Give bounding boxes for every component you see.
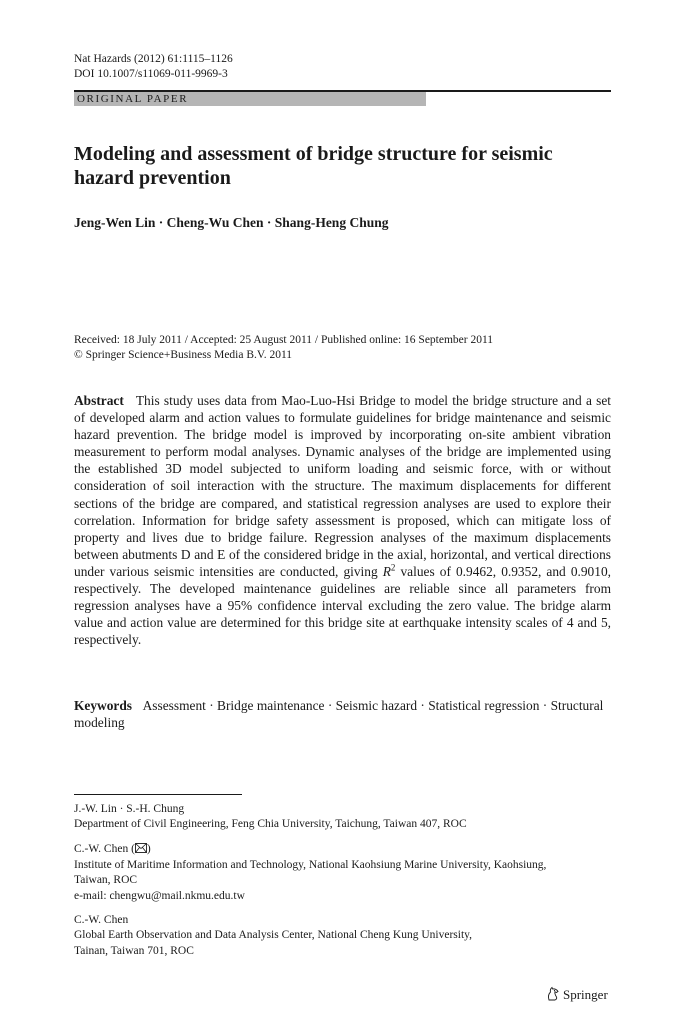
- affiliation-3-line1: Global Earth Observation and Data Analysis Center, National Cheng Kung University,: [74, 929, 473, 942]
- keywords: [74, 697, 614, 731]
- footnote-rule: [74, 794, 242, 795]
- affiliation-1-dept: Department of Civil Engineering, Feng Chia University, Taichung, Taiwan 407, ROC: [74, 818, 467, 831]
- affiliation-3: [74, 913, 614, 959]
- abstract-text-1: This study uses data from Mao-Luo-Hsi Bridge to model the bridge structure and a set of developed alarm and action values to formulate guidelines for bridge maintenance and seismic hazard prevention. The bridge model is improved by incorporating on-site ambient vibration measurement to perform modal analyses. Dynamic analyses of the bridge are implemented using the established 3D model subjected to uniform loading and seismic force, with or without consideration of soil interaction with the structure. The maximum displacements for different sections of the bridge are compared, and statistical regression analyses are used to explore their correlation. Information for bridge safety assessment is proposed, which can mitigate loss of property and lives due to bridge failure. Regression analyses of the maximum displacements between abutments D and E of the considered bridge in the axial, horizontal, and vertical directions under various seismic intensities are conducted, giving: [74, 393, 612, 579]
- springer-horse-icon: [546, 987, 563, 1002]
- affiliation-3-line2: Tainan, Taiwan 701, ROC: [74, 944, 194, 957]
- affiliation-2-email[interactable]: e-mail: chengwu@mail.nkmu.edu.tw: [74, 889, 245, 902]
- r-squared-symbol: R: [382, 563, 391, 579]
- copyright-line: © Springer Science+Business Media B.V. 2011: [74, 349, 293, 361]
- abstract-heading: Abstract: [74, 393, 124, 408]
- r-squared-exponent: 2: [390, 562, 396, 573]
- doi-link[interactable]: DOI 10.1007/s11069-011-9969-3: [74, 68, 228, 80]
- abstract-text-2: values of 0.9462, 0.9352, and 0.9010, respectively. The developed maintenance guidelines are reliable since all parameters from regression analyses have a 95% confidence interval excluding the zero value. The bridge alarm value and action value are determined for this bridge site at earthquake intensity scales of 4 and 5, respectively.: [74, 563, 611, 648]
- abstract: [74, 392, 611, 648]
- affiliation-3-name: C.-W. Chen: [74, 914, 129, 927]
- author-list: Jeng-Wen Lin · Cheng-Wu Chen · Shang-Heng Chung: [74, 215, 389, 230]
- affiliation-2: [74, 842, 614, 904]
- paper-title: Modeling and assessment of bridge structure for seismic hazard prevention: [74, 143, 553, 189]
- article-type-banner: ORIGINAL PAPER: [74, 92, 426, 106]
- date-history: Received: 18 July 2011 / Accepted: 25 August 2011 / Published online: 16 September 2011: [74, 334, 494, 346]
- publication-dates: [74, 333, 493, 363]
- affiliation-2-name-close: ): [146, 842, 151, 855]
- keywords-heading: Keywords: [74, 698, 133, 713]
- affiliation-2-line2: Taiwan, ROC: [74, 874, 138, 887]
- envelope-icon: [135, 843, 147, 858]
- affiliation-1-names: J.-W. Lin · S.-H. Chung: [74, 803, 185, 815]
- publisher-name: Springer: [563, 987, 608, 1002]
- publisher-logo: [546, 986, 608, 1003]
- affiliations: [74, 802, 614, 968]
- affiliation-2-name: C.-W. Chen (: [74, 842, 135, 855]
- affiliation-1: [74, 802, 614, 832]
- journal-header: [74, 52, 233, 82]
- affiliation-2-line1: Institute of Maritime Information and Technology, National Kaohsiung Marine University, Kaohsiung,: [74, 859, 547, 872]
- journal-citation: Nat Hazards (2012) 61:1115–1126: [74, 53, 233, 65]
- affiliation-2-author: [74, 842, 614, 858]
- keywords-list: Assessment · Bridge maintenance · Seismic hazard · Statistical regression · Structural modeling: [74, 698, 604, 731]
